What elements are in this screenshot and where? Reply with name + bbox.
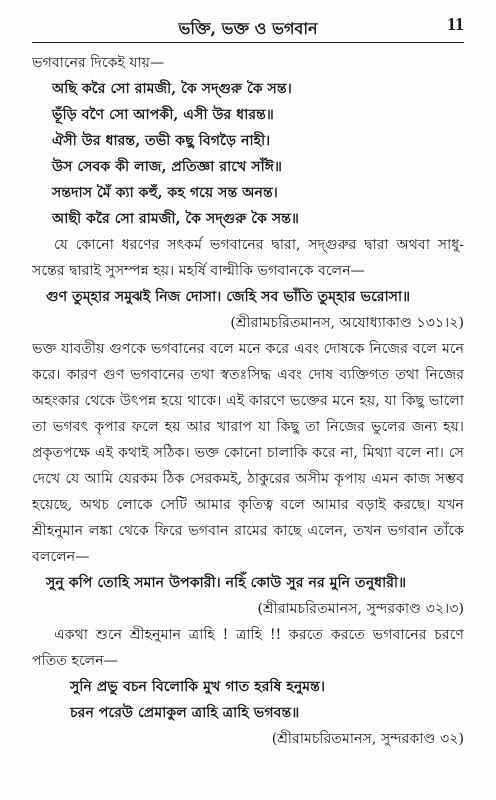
citation [32, 596, 464, 622]
verse-line: উস সেবক কী লাজ, প্রতিজ্ঞা রাখে সাঁঈ॥ [52, 159, 283, 175]
page-body [32, 50, 464, 752]
verse-line: আছী করৈ সো রামজী, কৈ সদ্গুরু কৈ সন্ত॥ [52, 211, 299, 227]
paragraph: যে কোনো ধরণের সৎকর্ম ভগবানের দ্বারা, সদ্গুরুর দ্বারা অথবা সাধু-সন্তের দ্বারাই সুসম্পন্ন হয়। মহর্ষি বাল্মীকি ভগবানকে বলেন— [32, 237, 464, 279]
quote-line: গুণ তুম্হার সমুঝই নিজ দোসা। জেহি সব ভাঁতি তুম্হার ভরোসা॥ [46, 289, 411, 305]
quote-line: সুনু কপি তোহি সমান উপকারী। নহিঁ কোউ সুর নর মুনি তনুধারী॥ [46, 575, 407, 591]
running-title: ভক্তি, ভক্ত ও ভগবান [178, 19, 318, 38]
citation [32, 310, 464, 336]
page-header [32, 0, 464, 46]
header-rule [32, 42, 464, 43]
citation [32, 726, 464, 752]
paragraph: একথা শুনে শ্রীহনুমান ত্রাহি ! ত্রাহি !! করতে করতে ভগবানের চরণে পতিত হলেন— [32, 627, 464, 669]
citation-text: (শ্রীরামচরিতমানস, অযোধ্যাকাণ্ড ১৩১।২) [230, 315, 464, 331]
citation-text: (শ্রীরামচরিতমানস, সুন্দরকাণ্ড ৩২।৩) [257, 601, 464, 617]
citation-text: (শ্রীরামচরিতমানস, সুন্দরকাণ্ড ৩২) [271, 731, 464, 747]
verse-line: সুনি প্রভু বচন বিলোকি মুখ গাত হরষি হনুমন্ত। [70, 679, 326, 695]
verse-line: সন্তদাস মৈঁ ক্যা কহুঁ, কহ গয়ে সন্ত অনন্ত। [52, 185, 278, 201]
page-number: 11 [446, 14, 464, 34]
verse-line: ভূঁড়ি বণৈ সো আপকী, এসী উর ধারন্ত॥ [52, 107, 274, 123]
verse-line: অছি করৈ সো রামজী, কৈ সদ্গুরু কৈ সন্ত। [52, 81, 292, 97]
paragraph: ভক্ত যাবতীয় গুণকে ভগবানের বলে মনে করে এবং দোষকে নিজের বলে মনে করে। কারণ গুণ ভগবানের তথা স্বতঃসিদ্ধ এবং দোষ ব্যক্তিগত তথা নিজের অহংকার থেকে উৎপন্ন হয়ে থাকে। এই কারণে ভক্তের মনে হয়, যা কিছু ভালো তা ভগবৎ কৃপার ফলে হয় আর খারাপ যা কিছু তা নিজের ভুলের জন্য হয়। প্রকৃতপক্ষে এই কথাই সঠিক। ভক্ত কোনো চালাকি করে না, মিথ্যা বলে না। সে দেখে যে আমি যেরকম ঠিক সেরকমই, ঠাকুরের অসীম কৃপায় এমন কাজ সম্ভব হয়েছে, অথচ লোকে সেটি আমার কৃতিত্ব বলে আমার বড়াই করছে। যখন শ্রীহনুমান লঙ্কা থেকে ফিরে ভগবান রামের কাছে এলেন, তখন ভগবান তাঁকে বললেন— [32, 341, 464, 565]
verse-line: চরন পরেউ প্রেমাকুল ত্রাহি ত্রাহি ভগবন্ত॥ [70, 705, 300, 721]
verse-block [32, 76, 464, 232]
verse-line: ঐসী উর ধারন্ত, তভী কছু বিগড়ৈ নাহী। [52, 133, 271, 149]
intro-line: ভগবানের দিকেই যায়— [32, 55, 165, 71]
